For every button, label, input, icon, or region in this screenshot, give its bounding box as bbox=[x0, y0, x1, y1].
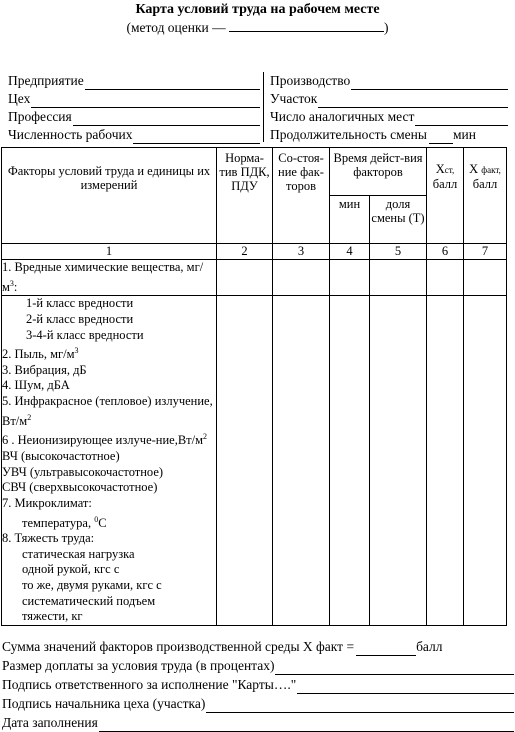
similar-places-line[interactable] bbox=[415, 112, 508, 126]
production-field[interactable] bbox=[270, 72, 508, 90]
profession-label: Профессия bbox=[8, 109, 72, 124]
table-cell[interactable] bbox=[273, 260, 330, 296]
sum-field[interactable] bbox=[2, 637, 514, 656]
profession-line[interactable] bbox=[73, 112, 260, 126]
factor-noise: 4. Шум, дБА bbox=[2, 378, 70, 393]
section-line[interactable] bbox=[318, 94, 508, 108]
factor-heaviness: 8. Тяжесть труда: bbox=[2, 531, 95, 546]
sum-line[interactable] bbox=[356, 642, 416, 656]
table-cell[interactable] bbox=[464, 296, 507, 626]
date-label: Дата заполнения bbox=[2, 715, 98, 730]
factor-temperature-label: температура, bbox=[22, 515, 92, 530]
col-number: 1 bbox=[2, 244, 217, 260]
table-cell[interactable] bbox=[273, 296, 330, 626]
factors-list bbox=[2, 296, 217, 626]
factor-chemicals-label: 1. Вредные химические вещества, мг/м bbox=[2, 260, 204, 294]
sum-label: Сумма значений факторов производственной среды Х факт = bbox=[2, 639, 355, 654]
temperature-unit: С bbox=[98, 515, 107, 530]
method-prefix: (метод оценки — bbox=[126, 20, 226, 35]
table-cell[interactable] bbox=[427, 296, 464, 626]
header-fields-right bbox=[270, 72, 508, 144]
workers-count-line[interactable] bbox=[133, 130, 260, 144]
unit-sup: 2 bbox=[203, 432, 208, 442]
factor-nonionizing-label: 6 . Неионизирующее излуче-ние,Вт/м bbox=[2, 433, 204, 448]
heaviness-item: статическая нагрузка bbox=[22, 546, 135, 561]
factor-infrared-label: 5. Инфракрасное (тепловое) излучение, Вт/м bbox=[2, 394, 213, 428]
col-share-header: доля смены (Т) bbox=[370, 196, 427, 244]
xst-subscript: ст, bbox=[444, 165, 455, 175]
workers-count-label: Численность рабочих bbox=[8, 127, 133, 142]
factor-uvch: УВЧ (ультравысокочастотное) bbox=[2, 464, 164, 479]
table-cell[interactable] bbox=[464, 260, 507, 296]
bonus-line[interactable] bbox=[275, 661, 514, 675]
shift-duration-label: Продолжительность смены bbox=[270, 127, 427, 142]
col-norm-header: Норма-тив ПДК, ПДУ bbox=[217, 148, 273, 244]
unit-sup: 0 bbox=[94, 514, 99, 524]
col-number: 3 bbox=[273, 244, 330, 260]
xst-symbol: Х bbox=[435, 162, 445, 176]
workshop-field[interactable] bbox=[8, 90, 260, 108]
responsible-signature-field[interactable] bbox=[2, 675, 514, 694]
bonus-label: Размер доплаты за условия труда (в процентах) bbox=[2, 658, 275, 673]
unit-sup: 2 bbox=[27, 412, 32, 422]
col-number: 6 bbox=[427, 244, 464, 260]
hazard-class-2: 2-й класс вредности bbox=[26, 311, 134, 326]
col-number: 4 bbox=[330, 244, 370, 260]
factor-dust bbox=[2, 343, 216, 363]
production-line[interactable] bbox=[351, 76, 508, 90]
sum-unit: балл bbox=[416, 639, 443, 654]
table-cell[interactable] bbox=[370, 260, 427, 296]
shift-duration-field[interactable] bbox=[270, 126, 508, 144]
header-divider bbox=[263, 72, 264, 142]
method-blank[interactable] bbox=[229, 19, 384, 32]
chief-signature-field[interactable] bbox=[2, 694, 514, 713]
section-label: Участок bbox=[270, 91, 318, 106]
header-fields-left bbox=[8, 72, 260, 144]
col-number: 2 bbox=[217, 244, 273, 260]
chief-line[interactable] bbox=[206, 699, 514, 713]
factors-table bbox=[1, 147, 507, 626]
factor-vibration: 3. Вибрация, дБ bbox=[2, 362, 87, 377]
factor-vch: ВЧ (высокочастотное) bbox=[2, 449, 120, 464]
enterprise-line[interactable] bbox=[85, 76, 260, 90]
xfact-symbol: Х bbox=[469, 162, 479, 176]
bonus-field[interactable] bbox=[2, 656, 514, 675]
workshop-line[interactable] bbox=[31, 94, 260, 108]
table-cell[interactable] bbox=[330, 296, 370, 626]
responsible-line[interactable] bbox=[297, 680, 514, 694]
factor-microclimate: 7. Микроклимат: bbox=[2, 495, 92, 510]
column-numbers-row bbox=[2, 244, 507, 260]
factor-svch: СВЧ (сверхвысокочастотное) bbox=[2, 480, 158, 495]
col-xst-header bbox=[427, 148, 464, 244]
similar-places-field[interactable] bbox=[270, 108, 508, 126]
heaviness-item: тяжести, кг bbox=[22, 609, 83, 624]
shift-duration-line[interactable] bbox=[429, 130, 453, 144]
factor-chemicals-colon: : bbox=[13, 279, 18, 294]
factor-dust-label: 2. Пыль, мг/м bbox=[2, 347, 75, 362]
col-number: 7 bbox=[464, 244, 507, 260]
table-cell[interactable] bbox=[427, 260, 464, 296]
footer-fields bbox=[2, 637, 514, 732]
responsible-label: Подпись ответственного за исполнение "Карты…." bbox=[2, 677, 297, 692]
table-cell[interactable] bbox=[217, 260, 273, 296]
xfact-subscript: факт, bbox=[481, 165, 501, 175]
workshop-label: Цех bbox=[8, 91, 31, 106]
enterprise-field[interactable] bbox=[8, 72, 260, 90]
chief-label: Подпись начальника цеха (участка) bbox=[2, 696, 206, 711]
table-row bbox=[2, 260, 507, 296]
table-cell[interactable] bbox=[370, 296, 427, 626]
table-row bbox=[2, 296, 507, 626]
heaviness-item: одной рукой, кгс с bbox=[22, 562, 120, 577]
factor-infrared bbox=[2, 394, 216, 429]
production-label: Производство bbox=[270, 73, 351, 88]
workers-count-field[interactable] bbox=[8, 126, 260, 144]
factor-chemicals bbox=[2, 260, 217, 296]
col-state-header: Со-стоя-ние фак-торов bbox=[273, 148, 330, 244]
unit-sup: 3 bbox=[74, 346, 79, 356]
col-min-header: мин bbox=[330, 196, 370, 244]
page-title: Карта условий труда на рабочем месте bbox=[135, 2, 380, 17]
section-field[interactable] bbox=[270, 90, 508, 108]
date-field[interactable] bbox=[2, 713, 514, 732]
xst-unit: балл bbox=[432, 177, 458, 191]
heaviness-item: систематический подъем bbox=[22, 593, 156, 608]
table-cell[interactable] bbox=[217, 296, 273, 626]
enterprise-label: Предприятие bbox=[8, 73, 84, 88]
table-cell[interactable] bbox=[330, 260, 370, 296]
col-xfact-header bbox=[464, 148, 507, 244]
heaviness-item: то же, двумя руками, кгс с bbox=[22, 578, 162, 593]
factor-temperature bbox=[2, 512, 216, 532]
xfact-unit: балл bbox=[472, 177, 498, 191]
unit-sup: 3 bbox=[9, 278, 14, 288]
shift-unit: мин bbox=[452, 127, 476, 142]
hazard-class-3-4: 3-4-й класс вредности bbox=[26, 327, 144, 342]
col-time-header: Время дейст-вия факторов bbox=[330, 148, 427, 196]
similar-places-label: Число аналогичных мест bbox=[270, 109, 415, 124]
method-suffix: ) bbox=[384, 20, 389, 35]
profession-field[interactable] bbox=[8, 108, 260, 126]
method-line bbox=[0, 19, 515, 36]
col-number: 5 bbox=[370, 244, 427, 260]
col-factors-header: Факторы условий труда и единицы их измерений bbox=[2, 148, 217, 244]
factor-nonionizing bbox=[2, 429, 216, 449]
hazard-class-1: 1-й класс вредности bbox=[26, 296, 134, 311]
